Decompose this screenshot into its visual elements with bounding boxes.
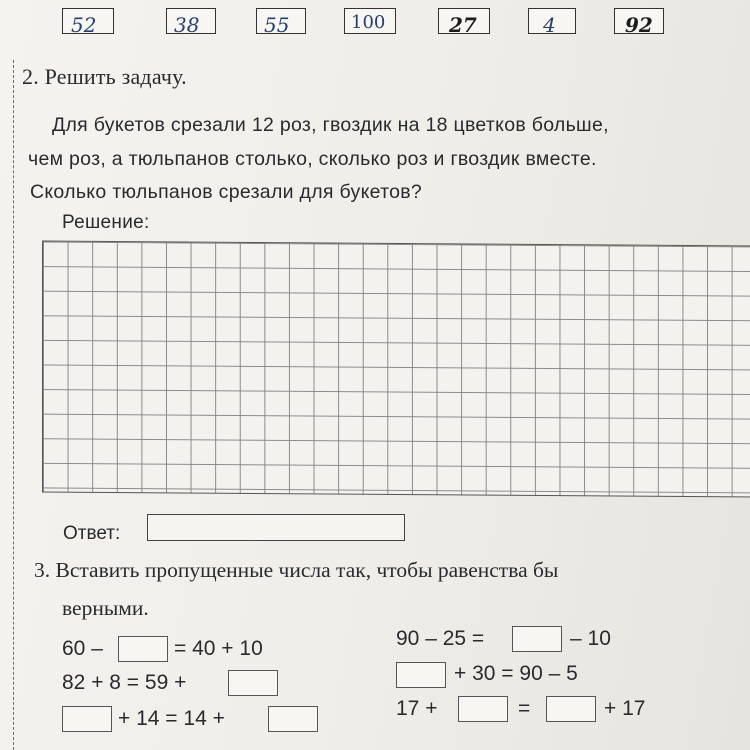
equation-right-1-part-b: – 10 — [570, 627, 611, 650]
equation-left-1-part-b: = 40 + 10 — [174, 637, 263, 660]
answer-box-1 — [62, 8, 114, 37]
answer-label: Ответ: — [63, 523, 121, 544]
answer-box-5 — [438, 8, 490, 37]
task-3-heading: 3. Вставить пропущенные числа так, чтобы равенства бы — [34, 558, 559, 582]
equation-left-3-blank-1[interactable] — [62, 706, 112, 732]
answer-box-6 — [528, 8, 576, 37]
answer-box-7 — [614, 8, 664, 37]
equation-right-1-part-a: 90 – 25 = — [396, 627, 485, 650]
handwritten-answer-3: 55 — [264, 13, 290, 37]
handwritten-answer-7: 92 — [625, 13, 653, 37]
answer-box-4 — [344, 8, 396, 34]
equation-right-3-part-c: + 17 — [604, 697, 646, 720]
task-2-heading: 2. Решить задачу. — [22, 64, 187, 89]
equation-left-2-part-a: 82 + 8 = 59 + — [62, 671, 187, 694]
answer-box-3 — [256, 8, 306, 37]
margin-cut-line — [13, 60, 14, 750]
handwritten-answer-5: 27 — [449, 13, 477, 37]
equation-left-1-blank[interactable] — [118, 636, 168, 662]
solution-label: Решение: — [62, 212, 150, 233]
equation-left-2-blank[interactable] — [228, 670, 278, 696]
equation-right-2-blank[interactable] — [396, 662, 446, 688]
equation-right-3-part-a: 17 + — [396, 697, 438, 720]
equation-right-1-blank[interactable] — [512, 626, 562, 652]
previous-answers-row — [0, 0, 750, 42]
solution-grid[interactable] — [42, 240, 750, 497]
task-2-text-line-2: чем роз, а тюльпанов столько, сколько роз и гвоздик вместе. — [28, 148, 597, 170]
handwritten-answer-4: 100 — [351, 12, 386, 33]
task-2-text-line-1: Для букетов срезали 12 роз, гвоздик на 18 цветков больше, — [52, 114, 609, 136]
answer-input-box[interactable] — [147, 514, 405, 541]
equation-left-3-part-a: + 14 = 14 + — [118, 707, 225, 730]
equation-left-3-blank-2[interactable] — [268, 706, 318, 732]
equation-right-3-blank-1[interactable] — [458, 696, 508, 722]
equation-right-3-blank-2[interactable] — [546, 696, 596, 722]
equation-right-3-equals: = — [518, 697, 531, 720]
task-2-text-line-3: Сколько тюльпанов срезали для букетов? — [30, 181, 423, 203]
equation-right-2-part-a: + 30 = 90 – 5 — [454, 662, 578, 685]
answer-box-2 — [166, 8, 216, 37]
handwritten-answer-6: 4 — [543, 13, 556, 37]
equation-left-1-part-a: 60 – — [62, 637, 103, 660]
handwritten-answer-2: 38 — [174, 13, 200, 37]
handwritten-answer-1: 52 — [71, 13, 97, 37]
task-3-heading-continued: верными. — [62, 596, 149, 620]
